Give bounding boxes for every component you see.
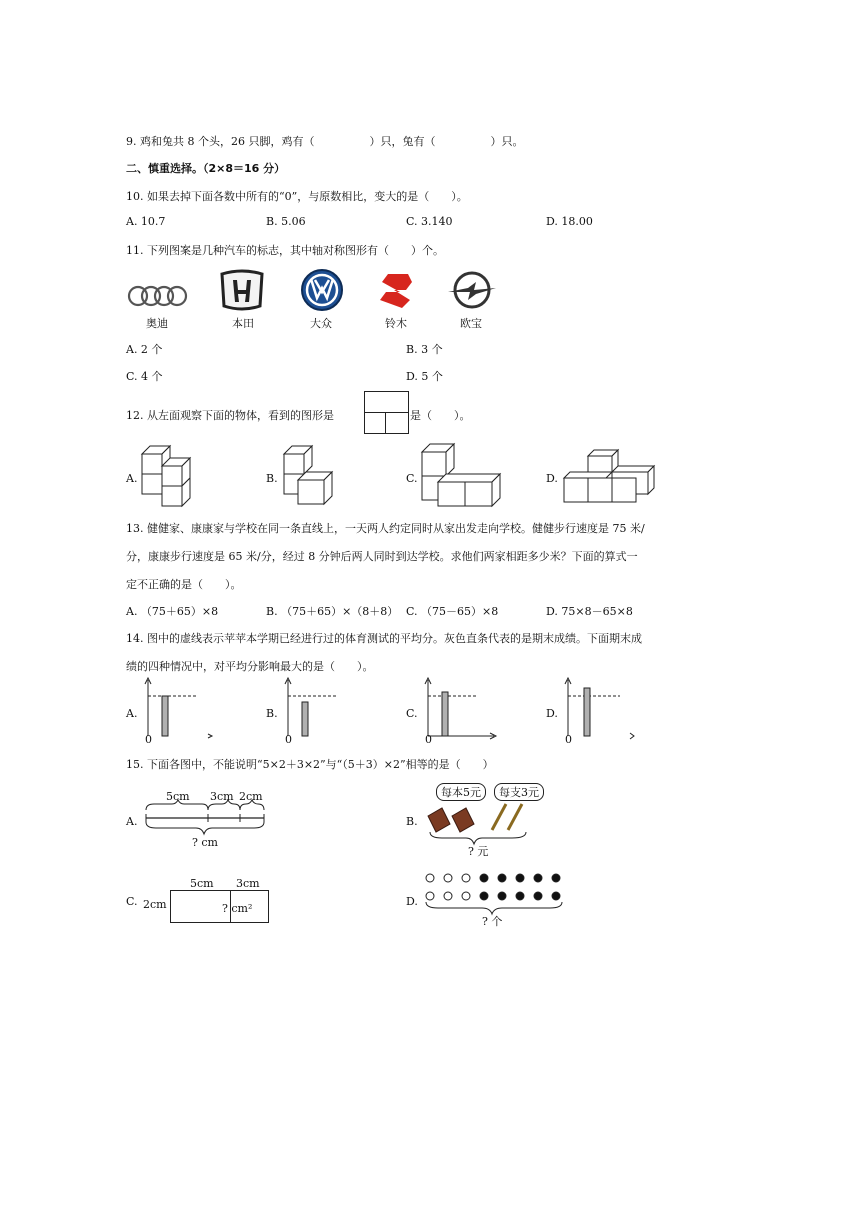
q11-option-d: D. 5 个 [406, 370, 443, 383]
question-10: 10. 如果去掉下面各数中所有的“0”，与原数相比，变大的是（ ）。 [126, 190, 468, 203]
q14-graph-d [560, 676, 640, 742]
q14-option-d: D. [546, 707, 558, 720]
q11-option-b: B. 3 个 [406, 343, 443, 356]
logo-label-honda: 本田 [232, 317, 254, 330]
q14-graph-b [280, 676, 360, 742]
q15c-rectangle-diagram [170, 890, 270, 924]
q15a-segment-1: 5cm [166, 790, 190, 803]
q14-graph-c [420, 676, 500, 742]
q10-option-a: A. 10.7 [126, 215, 166, 228]
q10-option-d: D. 18.00 [546, 215, 593, 228]
q14-origin-d: 0 [565, 733, 572, 746]
question-11: 11. 下列图案是几种汽车的标志，其中轴对称图形有（ ）个。 [126, 244, 444, 257]
audi-logo-icon [126, 270, 190, 310]
pen-icon [492, 804, 522, 830]
q12-cubes-d [562, 450, 658, 506]
q13-option-a: A. （75＋65）×8 [126, 605, 219, 618]
left-view-figure [364, 391, 410, 435]
logo-label-volkswagen: 大众 [310, 317, 332, 330]
q13-option-b: B. （75＋65）×（8＋8） [266, 605, 399, 618]
q15a-segment-2: 3cm [210, 790, 234, 803]
q14-graph-a [140, 676, 220, 742]
q10-option-b: B. 5.06 [266, 215, 306, 228]
q14-option-a: A. [126, 707, 138, 720]
q11-option-a: A. 2 个 [126, 343, 163, 356]
q12-cubes-c [418, 442, 514, 508]
q14-origin-c: 0 [425, 733, 432, 746]
q15b-items-diagram [422, 800, 542, 846]
q15c-width-2: 3cm [236, 877, 260, 890]
q12-cubes-b [280, 444, 340, 506]
q15-option-d: D. [406, 895, 418, 908]
section-title: 二、慎重选择。（2×8＝16 分） [126, 162, 286, 175]
q15a-total: ? cm [192, 836, 218, 849]
suzuki-logo-icon [374, 268, 418, 312]
question-12-text: 12. 从左面观察下面的物体，看到的图形是 [126, 409, 334, 422]
q12-option-a: A. [126, 472, 138, 485]
notebook-icon [428, 808, 474, 832]
q12-option-d: D. [546, 472, 558, 485]
volkswagen-logo-icon [300, 268, 344, 312]
q14-origin-a: 0 [145, 733, 152, 746]
q15a-segment-diagram [144, 800, 268, 840]
q15-option-a: A. [126, 815, 138, 828]
logo-label-opel: 欧宝 [460, 317, 482, 330]
q14-option-b: B. [266, 707, 278, 720]
question-13-line3: 定不正确的是（ ）。 [126, 578, 242, 591]
logo-label-audi: 奥迪 [146, 317, 168, 330]
q12-cubes-a [138, 444, 204, 504]
honda-logo-icon [218, 268, 266, 312]
q14-origin-b: 0 [285, 733, 292, 746]
q13-option-d: D. 75×8－65×8 [546, 605, 633, 618]
question-9: 9. 鸡和兔共 8 个头，26 只脚，鸡有（ ）只，兔有（ ）只。 [126, 135, 524, 148]
q12-option-b: B. [266, 472, 278, 485]
q15d-total: ? 个 [482, 915, 503, 928]
q15d-dots-diagram [424, 872, 570, 912]
question-12-text-end: 是（ ）。 [410, 409, 471, 422]
opel-logo-icon [446, 268, 498, 312]
q15-option-c: C. [126, 895, 138, 908]
q15a-segment-3: 2cm [239, 790, 263, 803]
question-13-line2: 分，康康步行速度是 65 米/分，经过 8 分钟后两人同时到达学校。求他们两家相距多少米？下面的算式一 [126, 550, 638, 563]
question-13-line1: 13. 健健家、康康家与学校在同一条直线上，一天两人约定同时从家出发走向学校。健健步行速度是 75 米/ [126, 522, 645, 535]
q14-option-c: C. [406, 707, 418, 720]
q15b-price-pen: 每支3元 [494, 783, 544, 801]
q13-option-c: C. （75－65）×8 [406, 605, 499, 618]
q11-option-c: C. 4 个 [126, 370, 163, 383]
logo-label-suzuki: 铃木 [385, 317, 407, 330]
q12-option-c: C. [406, 472, 418, 485]
q15-option-b: B. [406, 815, 418, 828]
q15c-width-1: 5cm [190, 877, 214, 890]
q15b-total: ? 元 [468, 845, 489, 858]
question-14-line1: 14. 图中的虚线表示苹苹本学期已经进行过的体育测试的平均分。灰色直条代表的是期末成绩。下面期末成 [126, 632, 642, 645]
question-15: 15. 下面各图中，不能说明“5×2＋3×2”与“（5＋3）×2”相等的是（ ） [126, 758, 494, 771]
q15c-height: 2cm [143, 898, 167, 911]
question-14-line2: 绩的四种情况中，对平均分影响最大的是（ ）。 [126, 660, 374, 673]
q15b-price-notebook: 每本5元 [436, 783, 486, 801]
q15c-area: ? cm² [222, 902, 253, 915]
q10-option-c: C. 3.140 [406, 215, 453, 228]
